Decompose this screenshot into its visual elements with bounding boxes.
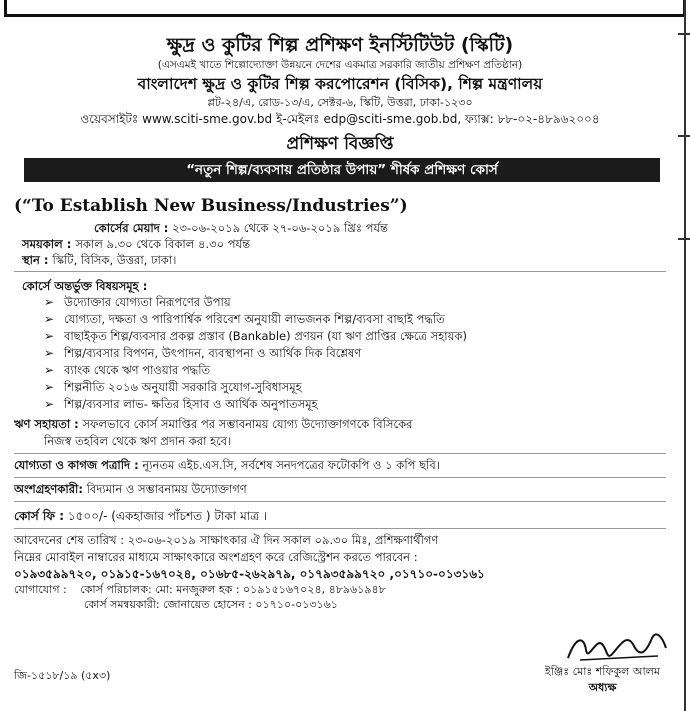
- place-value: স্কিটি, বিসিক, উত্তরা, ঢাকা।: [52, 253, 177, 267]
- time-label: সময়কাল :: [22, 237, 72, 251]
- fee-value: ১৫০০/- (একহাজার পাঁচশত ) টাকা মাত্র ।: [67, 509, 268, 523]
- right-edge-tick: [678, 238, 690, 240]
- loan-text-1: সফলভাবে কোর্স সমাপ্তির পর সম্ভাবনাময় যোগ্য উদ্যোক্তাগণকে বিসিকের: [82, 417, 413, 431]
- list-item: ➢ উদ্যোক্তার যোগ্যতা নিরূপণের উপায়: [44, 295, 231, 309]
- eligibility-value: ন্যূনতম এইচ.এস.সি, সর্বশেষ সনদপত্রের ফটোকপি ও ১ কপি ছবি।: [142, 458, 440, 472]
- topics-list: [14, 294, 666, 413]
- place-label: স্থান :: [22, 253, 49, 267]
- duration-value: ২৩-০৬-২০১৯ থেকে ২৭-০৬-২০১৯ খ্রিঃ পর্যন্ত: [172, 221, 388, 235]
- divider: [14, 453, 666, 454]
- loan-label: ঋণ সহায়তা :: [14, 417, 79, 431]
- contact-label: যোগাযোগ :: [14, 583, 67, 596]
- web-email-fax: ওয়েবসাইটঃ www.sciti-sme.gov.bd ই-মেইলঃ edp@sciti-sme.gob.bd, ফ্যাক্স: ৮৮-০২-৪৮৯৬২০০৪: [80, 112, 600, 126]
- course-title-banner: “নতুন শিল্প/ব্যবসায় প্রতিষ্ঠার উপায়” শীর্ষক প্রশিক্ষণ কোর্স: [24, 158, 660, 182]
- list-item: ➢ যোগ্যতা, দক্ষতা ও পারিপার্শ্বিক পরিবেশ অনুযায়ী লাভজনক শিল্প/ব্যবসা বাছাই পদ্ধতি: [44, 312, 445, 326]
- participants-value: বিদ্যমান ও সম্ভাবনাময় উদ্যোক্তাগণ: [86, 482, 247, 496]
- list-item: ➢ শিল্প/ব্যবসার লাভ- ক্ষতির হিসাব ও আর্থিক অনুপাতসমূহ: [44, 397, 318, 411]
- list-item: ➢ ব্যাংক থেকে ঋণ পাওয়ার পদ্ধতি: [44, 363, 211, 377]
- list-item: ➢ বাছাইকৃত শিল্প/ব্যবসার প্রকল্প প্রস্তাব (Bankable) প্রণয়ন (যা ঋণ প্রাপ্তির ক্ষেত্রে সহায়ক): [44, 329, 467, 343]
- fee-row: [14, 508, 666, 525]
- participants-label: অংশগ্রহণকারী:: [14, 482, 83, 496]
- signer-block: [545, 664, 660, 696]
- top-frame-border: [4, 0, 686, 17]
- institute-subtitle: (এসএমই খাতে শিল্পোদ্যোক্তা উন্নয়নে দেশের একমাত্র সরকারি জাতীয় প্রশিক্ষণ প্রতিষ্ঠান): [157, 59, 523, 71]
- course-coordinator: কোর্স সমন্বয়কারী: জোনায়েত হোসেন : ০১৭১০-০১৩১৬১: [84, 598, 338, 611]
- arrow-bullet-icon: ➢: [44, 346, 55, 360]
- footer: [14, 664, 666, 700]
- duration-row: [94, 220, 666, 236]
- signer-name: ইঞ্জিঃ মোঃ শফিকুল আলম: [545, 665, 660, 678]
- arrow-bullet-icon: ➢: [44, 397, 55, 411]
- loan-text-2: নিজস্ব তহবিল থেকে ঋণ প্রদান করা হবে।: [44, 434, 232, 448]
- loan-section: [14, 416, 666, 433]
- application-line-1: আবেদনের শেষ তারিখ : ২৩-০৬-২০১৯ সাক্ষাৎকার ঐ দিন সকাল ০৯.৩০ মিঃ, প্রশিক্ষণার্থীগণ: [14, 533, 439, 547]
- notice-title: প্রশিক্ষণ বিজ্ঞপ্তি: [286, 134, 394, 154]
- course-title-english: (“To Establish New Business/Industries”): [14, 196, 408, 216]
- divider: [14, 477, 666, 478]
- list-item: ➢ শিল্পনীতি ২০১৬ অনুযায়ী সরকারি সুযোগ-সুবিধাসমূহ: [44, 380, 302, 394]
- arrow-bullet-icon: ➢: [44, 295, 55, 309]
- course-director: কোর্স পরিচালক: মো: মনজুরুল হক : ০১৯১৫১৬৭০২৪, ৪৮৯৬১৯৪৮: [80, 583, 386, 596]
- arrow-bullet-icon: ➢: [44, 312, 55, 326]
- reference-number: জি-১৫১৮/১৯ (৫x৩): [14, 669, 111, 682]
- arrow-bullet-icon: ➢: [44, 380, 55, 394]
- contact-director-row: [14, 582, 666, 597]
- divider: [14, 528, 666, 529]
- divider: [14, 501, 666, 502]
- phone-numbers: ০১৯৩৫৯৯৭২০, ০১৯১৫-১৬৭০২৪, ০১৬৮৫-২৬২৯৭৯, ০১৭৯৩৫৯৯৭২০ ,০১৭১০-০১৩১৬১: [14, 567, 485, 581]
- address: প্লট-২৪/এ, রোড-১৩/এ, সেক্টর-৬, স্কিটি, উত্তরা, ঢাকা-১২৩০: [207, 96, 473, 109]
- participants-row: [14, 481, 666, 498]
- duration-label: কোর্সের মেয়াদ :: [94, 221, 169, 235]
- list-item: ➢ শিল্প/ব্যবসার বিপণন, উৎপাদন, ব্যবস্থাপনা ও আর্থিক দিক বিশ্লেষণ: [44, 346, 362, 360]
- place-row: [22, 252, 666, 268]
- organization-name: বাংলাদেশ ক্ষুদ্র ও কুটির শিল্প করপোরেশন (বিসিক), শিল্প মন্ত্রণালয়: [137, 75, 543, 93]
- institute-title: ক্ষুদ্র ও কুটির শিল্প প্রশিক্ষণ ইনস্টিটিউট (স্কিটি): [166, 34, 514, 56]
- signer-role: অধ্যক্ষ: [588, 681, 617, 694]
- eligibility-row: [14, 457, 666, 474]
- notice-page: [14, 30, 666, 700]
- divider: [14, 271, 666, 272]
- arrow-bullet-icon: ➢: [44, 329, 55, 343]
- right-page-edge: [684, 0, 686, 711]
- arrow-bullet-icon: ➢: [44, 363, 55, 377]
- right-edge-tick: [678, 135, 690, 137]
- right-edge-tick: [678, 33, 690, 35]
- time-value: সকাল ৯.৩০ থেকে বিকাল ৪.৩০ পর্যন্ত: [75, 237, 251, 251]
- topics-heading: কোর্সে অন্তর্ভুক্ত বিষয়সমূহ :: [22, 279, 148, 293]
- eligibility-label: যোগ্যতা ও কাগজ পত্রাদি :: [14, 458, 139, 472]
- time-row: [22, 236, 666, 252]
- application-line-2: নিম্নের মোবাইল নাম্বারের মাধ্যমে সাক্ষাৎকারে অংশগ্রহণ করে রেজিস্ট্রেশন করতে পারবেন :: [14, 550, 418, 564]
- fee-label: কোর্স ফি :: [14, 509, 65, 523]
